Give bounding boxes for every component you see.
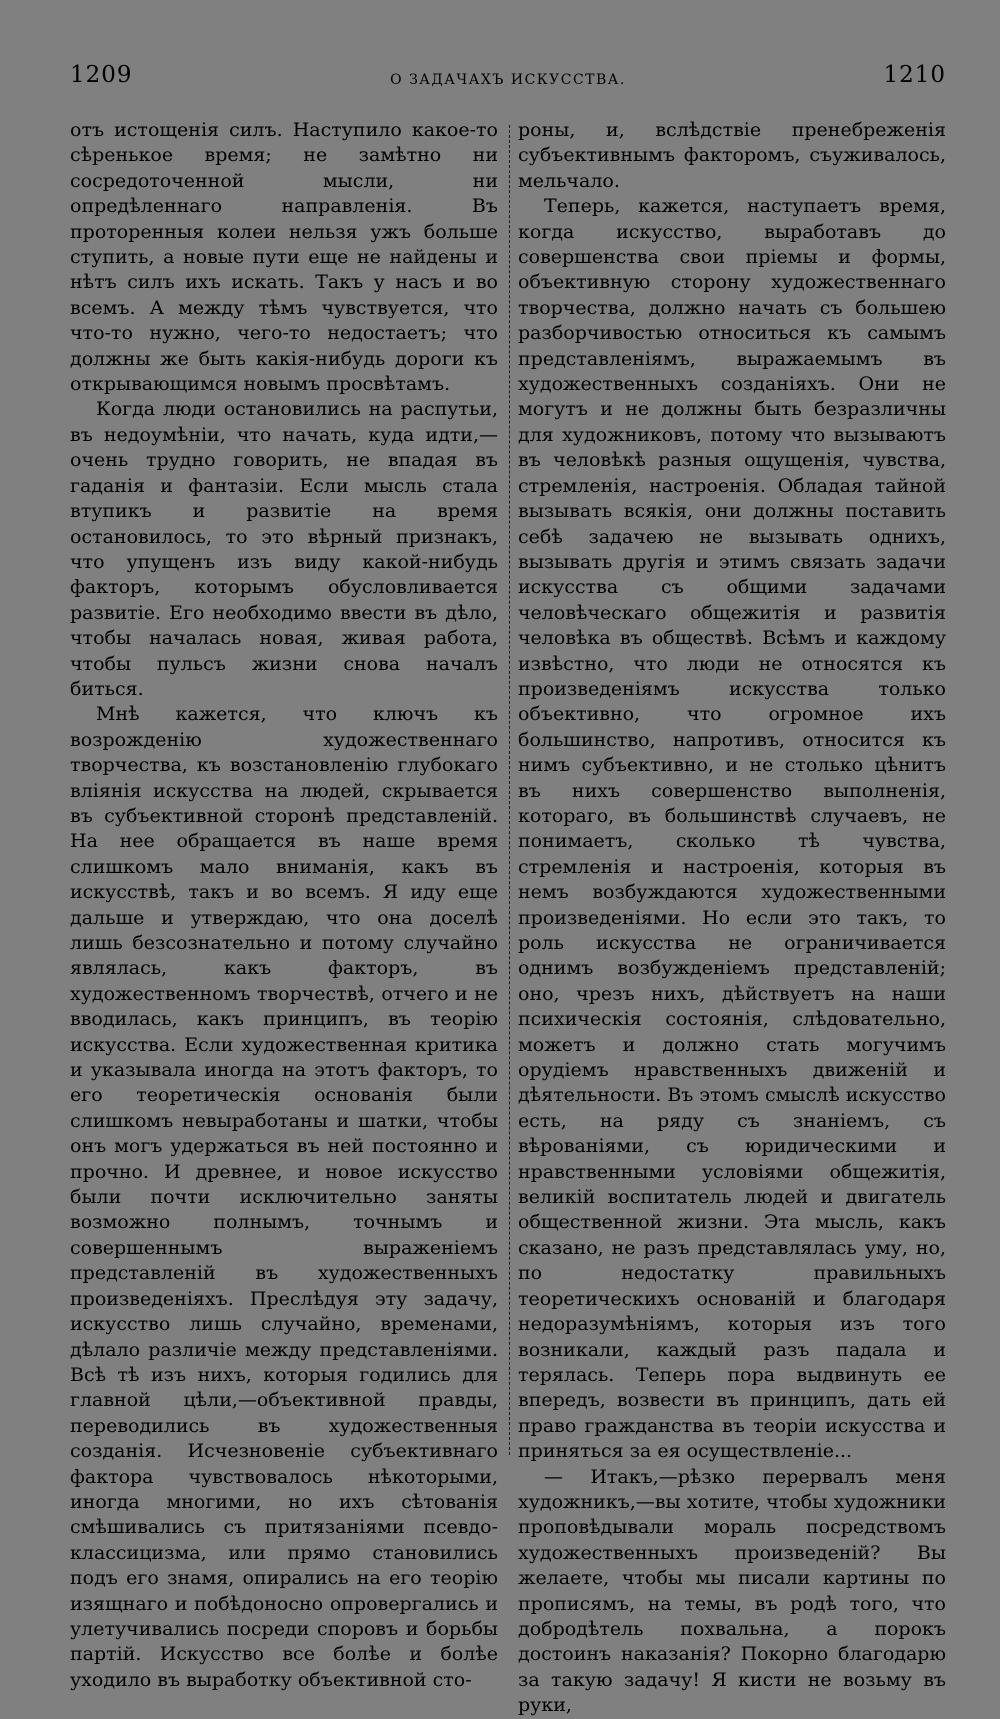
paragraph: роны, и, вслѣдствіе пренебреженія субъективнымъ факторомъ, съуживалось, мельчало. [518,119,946,192]
paragraph: Когда люди остановились на распутьи, въ недоумѣніи, что начать, куда идти,—очень трудно говорить, не впадая въ гаданія и фантазіи. Если мысль стала втупикъ и развитіе на время остановилось, то это вѣрный признакъ, что упущенъ изъ виду какой-нибудь факторъ, которымъ обусловливается развитіе. Его необходимо ввести въ дѣло, чтобы началась новая, живая работа, чтобы пульсъ жизни снова началъ биться. [70,398,498,700]
column-divider [509,125,510,1455]
right-column [518,118,946,1719]
page-header [70,62,946,96]
paragraph: отъ истощенія силъ. Наступило какое-то сѣренькое время; не замѣтно ни сосредоточенной мысли, ни опредѣленнаго направленія. Въ проторенныя колеи нельзя ужъ больше ступить, а новые пути еще не найдены и нѣтъ силъ ихъ искать. Такъ у насъ и во всемъ. А между тѣмъ чувствуется, что что-то нужно, чего-то недостаетъ; что должны же быть какія-нибудь дороги къ открывающимся новымъ просвѣтамъ. [70,119,498,396]
running-title: О ЗАДАЧАХЪ ИСКУССТВА. [390,72,626,88]
page-number-left: 1209 [70,62,133,88]
page-number-right: 1210 [883,62,946,88]
paragraph: Мнѣ кажется, что ключъ къ возрожденію художественнаго творчества, къ возстановленію глубокаго вліянія искусства на людей, скрывается въ субъективной сторонѣ представленій. На нее обращается въ наше время слишкомъ мало вниманія, какъ въ искусствѣ, такъ и во всемъ. Я иду еще дальше и утверждаю, что она доселѣ лишь безсознательно и потому случайно являлась, какъ факторъ, въ художественномъ творчествѣ, отчего и не вводилась, какъ принципъ, въ теорію искусства. Если художественная критика и указывала иногда на этотъ факторъ, то его теоретическія основанія были слишкомъ невыработаны и шатки, чтобы онъ могъ удержаться въ ней постоянно и прочно. И древнее, и новое искусство были почти исключительно заняты возможно полнымъ, точнымъ и совершеннымъ выраженіемъ представленій въ художественныхъ произведеніяхъ. Преслѣдуя эту задачу, искусство лишь случайно, временами, дѣлало различіе между представленіями. Всѣ тѣ изъ нихъ, которыя годились для главной цѣли,—объективной правды, переводились въ художественныя созданія. Исчезновеніе субъективнаго фактора чувствовалось нѣкоторыми, иногда многими, но ихъ сѣтованія смѣшивались съ притязаніями псевдо-классицизма, или прямо становились подъ его знамя, опирались на его теорію изящнаго и побѣдоносно опровергались и улетучивались посреди споровъ и борьбы партій. Искусство все болѣе и болѣе уходило въ выработку объективной сто- [70,703,498,1691]
paragraph: Теперь, кажется, наступаетъ время, когда искусство, выработавъ до совершенства свои пріемы и формы, объективную сторону художественнаго творчества, должно начать съ большею разборчивостью относиться къ самымъ представленіямъ, выражаемымъ въ художественныхъ созданіяхъ. Они не могутъ и не должны быть безразличны для художниковъ, потому что вызываютъ въ человѣкѣ разныя ощущенія, чувства, стремленія, настроенія. Обладая тайной вызывать всякія, они должны поставить себѣ задачею не вызывать однихъ, вызывать другія и этимъ связать задачи искусства съ общими задачами человѣческаго общежитія и развитія человѣка въ обществѣ. Всѣмъ и каждому извѣстно, что люди не относятся къ произведеніямъ искусства только объективно, что огромное ихъ большинство, напротивъ, относится къ нимъ субъективно, и не столько цѣнитъ въ нихъ совершенство выполненія, котораго, въ большинствѣ случаевъ, не понимаетъ, сколько тѣ чувства, стремленія и настроенія, которыя въ немъ возбуждаются художественными произведеніями. Но если это такъ, то роль искусства не ограничивается однимъ возбужденіемъ представленій; оно, чрезъ нихъ, дѣйствуетъ на наши психическія состоянія, слѣдовательно, можетъ и должно стать могучимъ орудіемъ нравственныхъ движеній и дѣятельности. Въ этомъ смыслѣ искусство есть, на ряду съ знаніемъ, съ вѣрованіями, съ юридическими и нравственными условіями общежитія, великій воспитатель людей и двигатель общественной жизни. Эта мысль, какъ сказано, не разъ представлялась уму, но, по недостатку правильныхъ теоретическихъ основаній и благодаря недоразумѣніямъ, которыя изъ того возникали, каждый разъ падала и терялась. Теперь пора выдвинуть ее впередъ, возвести въ принципъ, дать ей право гражданства въ теоріи искусства и приняться за ея осуществленіе... [518,195,946,1463]
paragraph: — Итакъ,—рѣзко перервалъ меня художникъ,—вы хотите, чтобы художники проповѣдывали мораль посредствомъ художественныхъ произведеній? Вы желаете, чтобы мы писали картины по прописямъ, на темы, въ родѣ того, что добродѣтель похвальна, а порокъ достоинъ наказанія? Покорно благодарю за такую задачу! Я кисти не возьму въ руки, [518,1465,946,1717]
left-column [70,118,498,1693]
